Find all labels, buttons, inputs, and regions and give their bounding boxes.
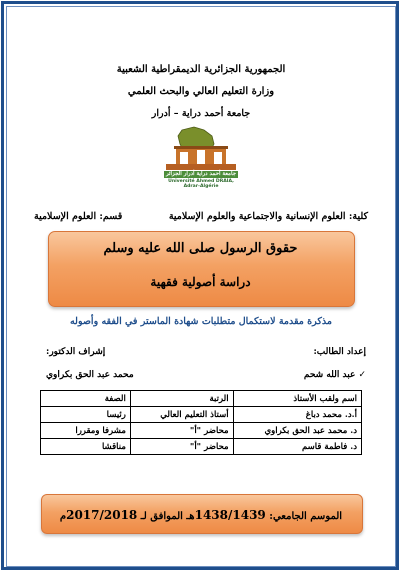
faculty-name: العلوم الإنسانية والاجتماعية والعلوم الإسلامية (168, 211, 346, 222)
student-line (304, 370, 366, 380)
department-name: العلوم الإسلامية (34, 211, 97, 222)
season-line (41, 508, 361, 522)
jury-cell-role: مناقشا (41, 439, 131, 455)
jury-table (40, 390, 362, 455)
jury-header-role: الصفة (41, 391, 131, 407)
table-row (41, 423, 362, 439)
jury-cell-rank: محاضر "أ" (130, 439, 233, 455)
jury-header-row (41, 391, 362, 407)
season-gregorian: 2017/2018 (66, 508, 138, 522)
faculty-label: كلية: (348, 211, 368, 222)
republic-line: الجمهورية الجزائرية الديمقراطية الشعبية (116, 64, 286, 75)
logo-latin-name: Université Ahmed DRAIA, Adrar-Algérie (168, 179, 234, 189)
jury-cell-role: رئيسا (41, 407, 131, 423)
thesis-title: حقوق الرسول صلى الله عليه وسلم (103, 241, 298, 256)
jury-cell-rank: أستاذ التعليم العالي (130, 407, 233, 423)
jury-header-rank: الرتبة (130, 391, 233, 407)
supervisor-name: محمد عبد الحق بكراوي (46, 370, 134, 380)
prepared-by-label: إعداد الطالب: (313, 347, 366, 357)
season-gregorian-suffix: م (59, 511, 67, 522)
thesis-subtitle: دراسة أصولية فقهية (150, 275, 251, 289)
season-hijri-suffix: هـ الموافق لـ (140, 511, 195, 522)
check-icon: ✓ (358, 370, 366, 380)
jury-cell-name: أ.د. محمد دباغ (233, 407, 361, 423)
memo-line: مذكرة مقدمة لاستكمال متطلبات شهادة الماستر في الفقه وأصوله (69, 316, 333, 327)
university-line: جامعة أحمد دراية – أدرار (151, 108, 251, 119)
jury-cell-name: د. محمد عبد الحق بكراوي (233, 423, 361, 439)
ministry-line: وزارة التعليم العالي والبحث العلمي (127, 86, 275, 97)
jury-cell-name: د. فاطمة قاسم (233, 439, 361, 455)
table-row (41, 439, 362, 455)
season-label: الموسم الجامعي: (269, 511, 343, 522)
season-hijri: 1438/1439 (194, 508, 266, 522)
faculty-line (169, 211, 368, 222)
jury-cell-role: مشرفا ومقررا (41, 423, 131, 439)
student-name: عبد الله شحم (303, 370, 356, 380)
table-row (41, 407, 362, 423)
supervisor-label: إشراف الدكتور: (46, 347, 106, 357)
department-line (34, 211, 122, 222)
jury-header-name: اسم ولقب الأستاذ (233, 391, 361, 407)
jury-cell-rank: محاضر "أ" (130, 423, 233, 439)
logo-arabic-name: جامعة أحمد دراية أدرار الجزائر (165, 171, 237, 177)
department-label: قسم: (99, 211, 123, 222)
